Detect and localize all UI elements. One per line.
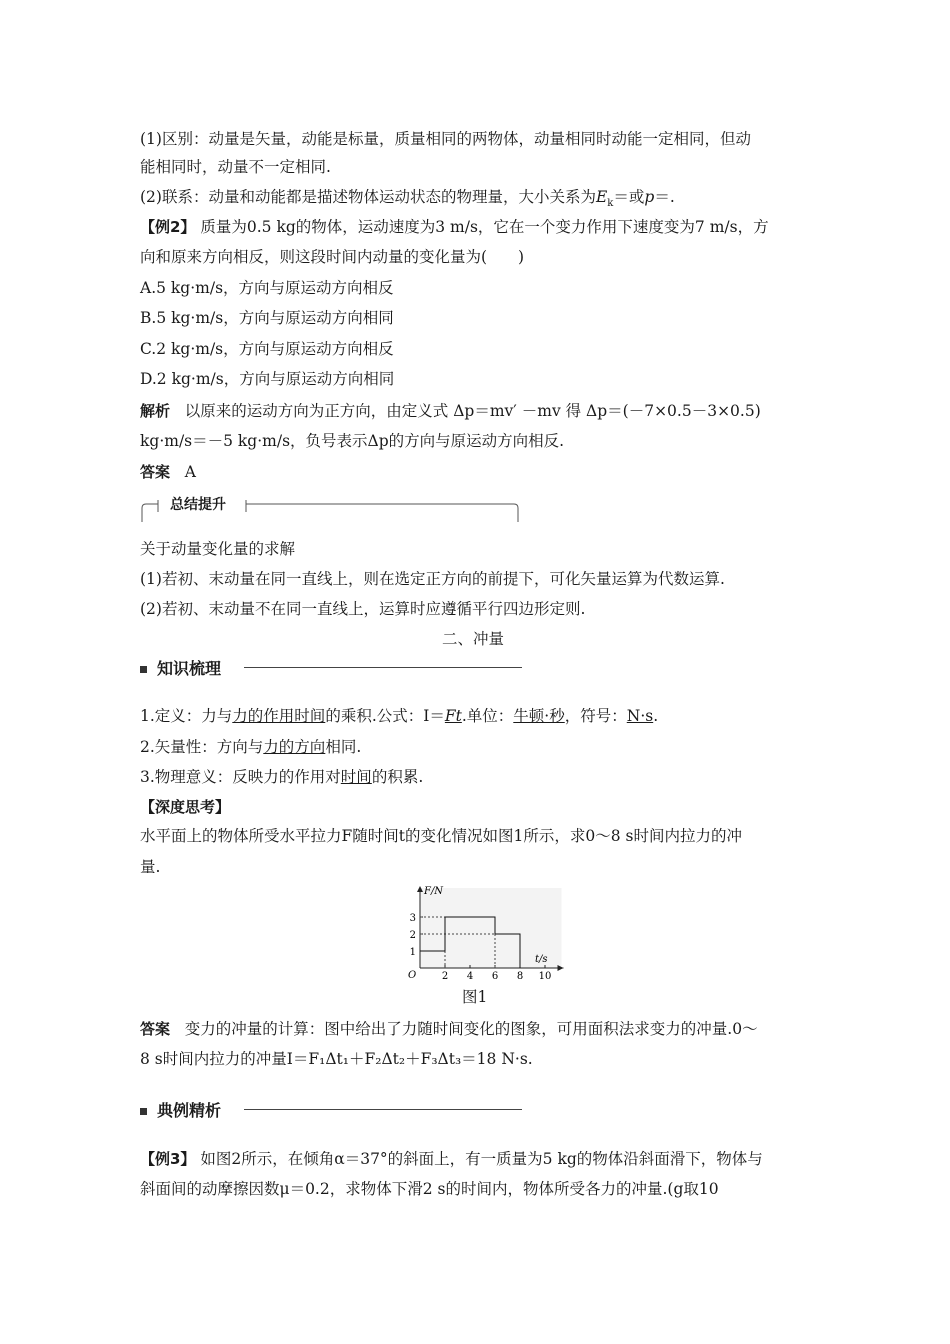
- example3-tag: 【例3】: [140, 1150, 196, 1168]
- square-bullet-icon: [140, 666, 147, 673]
- y-tick-label: 3: [409, 913, 416, 924]
- y-axis-label: F/N: [424, 886, 444, 897]
- example2-question-line-1: 【例2】 质量为0.5 kg的物体，运动速度为3 m/s，它在一个变力作用下速度变为7 m/s，方: [140, 218, 769, 236]
- compare-line-3: (2)联系：动量和动能都是描述物体运动状态的物理量，大小关系为$E_k=$或p＝.: [140, 188, 675, 210]
- compare-line-1: (1)区别：动量是矢量，动能是标量，质量相同的两物体，动量相同时动能一定相同，但动: [140, 130, 751, 148]
- figure-1-chart: [390, 884, 570, 984]
- vector-line: 2.矢量性：方向与力的方向相同.: [140, 738, 362, 756]
- examples-divider: [244, 1109, 522, 1110]
- example3-line-2: 斜面间的动摩擦因数μ＝0.2，求物体下滑2 s的时间内，物体所受各力的冲量.(g取10: [140, 1180, 719, 1198]
- option-b: B.5 kg·m/s，方向与原运动方向相同: [140, 309, 394, 327]
- origin-label: O: [408, 970, 417, 981]
- analysis-line-1: 解析 以原来的运动方向为正方向，由定义式 Δp＝mv′ －mv 得 Δp＝(－7×0.5－3×0.5): [140, 402, 761, 420]
- x-axis-label: t/s: [535, 954, 548, 965]
- y-tick-label: 2: [409, 930, 416, 941]
- x-tick-label: 6: [491, 971, 499, 982]
- figure-1-caption: 图1: [462, 988, 488, 1006]
- x-tick-label: 10: [538, 971, 552, 982]
- option-c: C.2 kg·m/s，方向与原运动方向相反: [140, 340, 394, 358]
- section2-title: 二、冲量: [442, 630, 505, 648]
- square-bullet-icon: [140, 1108, 147, 1115]
- summary-line-3: (2)若初、末动量不在同一直线上，运算时应遵循平行四边形定则.: [140, 600, 586, 618]
- deep-thinking-label: 【深度思考】: [140, 798, 231, 816]
- deep-question-line-1: 水平面上的物体所受水平拉力F随时间t的变化情况如图1所示，求0～8 s时间内拉力的冲: [140, 827, 742, 845]
- x-tick-label: 4: [466, 971, 474, 982]
- summary-line-2: (1)若初、末动量在同一直线上，则在选定正方向的前提下，可化矢量运算为代数运算.: [140, 570, 725, 588]
- y-tick-label: 1: [409, 947, 416, 958]
- definition-line: 1.定义：力与力的作用时间的乘积.公式：I＝Ft.单位：牛顿·秒，符号：N·s.: [140, 707, 659, 725]
- summary-title: 总结提升: [170, 497, 226, 513]
- summary-line-1: 关于动量变化量的求解: [140, 540, 296, 558]
- deep-answer-line-2: 8 s时间内拉力的冲量I＝F₁Δt₁＋F₂Δt₂＋F₃Δt₃＝18 N·s.: [140, 1050, 533, 1068]
- example2-answer: 答案 A: [140, 463, 196, 481]
- meaning-line: 3.物理意义：反映力的作用对时间的积累.: [140, 768, 424, 786]
- typical-examples-heading: 典例精析: [140, 1098, 221, 1121]
- option-a: A.5 kg·m/s，方向与原运动方向相反: [140, 279, 394, 297]
- knowledge-divider: [244, 667, 522, 668]
- knowledge-heading: 知识梳理: [140, 656, 221, 679]
- example3-line-1: 【例3】 如图2所示，在倾角α＝37°的斜面上，有一质量为5 kg的物体沿斜面滑下，物体与: [140, 1150, 763, 1168]
- deep-question-line-2: 量.: [140, 858, 161, 876]
- example2-question-line-2: 向和原来方向相反，则这段时间内动量的变化量为( ): [140, 248, 525, 266]
- option-d: D.2 kg·m/s，方向与原运动方向相同: [140, 370, 395, 388]
- compare-line-2: 能相同时，动量不一定相同.: [140, 158, 331, 176]
- x-tick-label: 8: [516, 971, 524, 982]
- x-tick-label: 2: [441, 971, 449, 982]
- summary-title-box: [140, 497, 522, 528]
- deep-answer-line-1: 答案 变力的冲量的计算：图中给出了力随时间变化的图象，可用面积法求变力的冲量.0～: [140, 1020, 758, 1038]
- analysis-line-2: kg·m/s＝－5 kg·m/s，负号表示Δp的方向与原运动方向相反.: [140, 432, 565, 450]
- example2-tag: 【例2】: [140, 218, 196, 236]
